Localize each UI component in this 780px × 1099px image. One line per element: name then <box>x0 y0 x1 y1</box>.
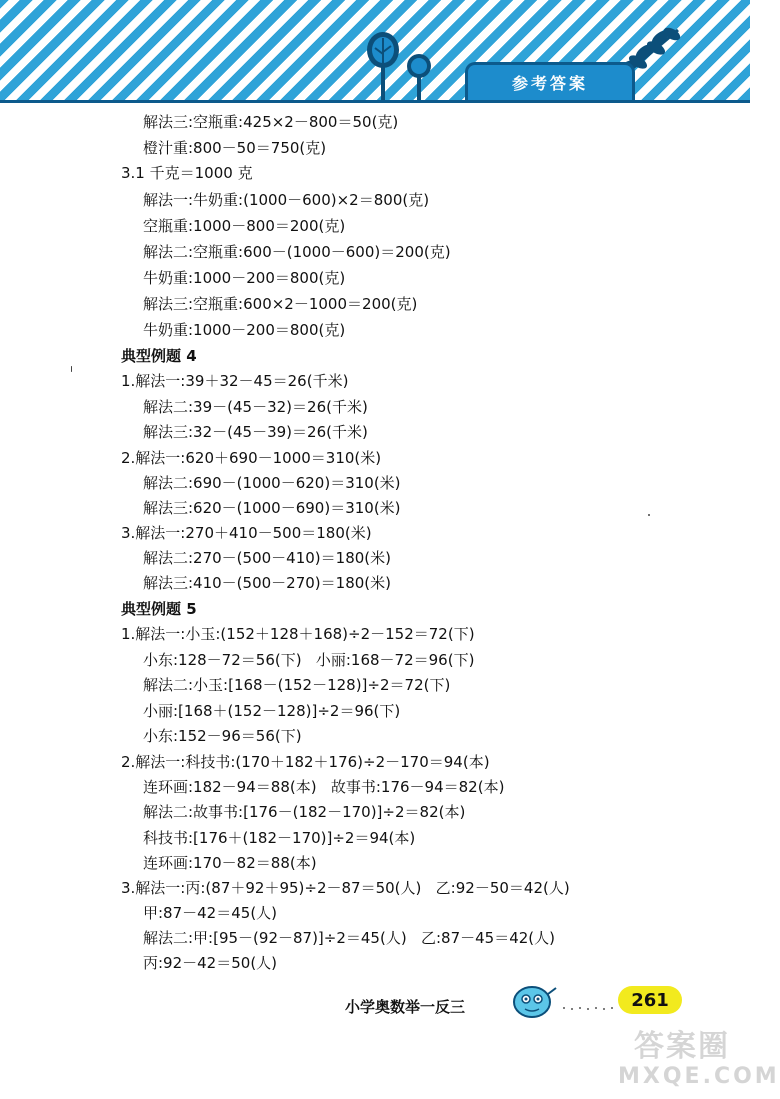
dotted-trail-icon <box>560 1003 620 1013</box>
answer-line: 1.解法一:小玉:(152＋128＋168)÷2－152＝72(下) <box>121 625 475 643</box>
answer-line: 连环画:182－94＝88(本) 故事书:176－94＝82(本) <box>143 778 505 796</box>
answer-line: 解法三:32－(45－39)＝26(千米) <box>143 423 368 441</box>
watermark <box>618 1029 780 1096</box>
answer-line: 小东:128－72＝56(下) 小丽:168－72＝96(下) <box>143 651 475 669</box>
section-heading: 典型例题 4 <box>121 347 197 365</box>
answer-line: 小东:152－96＝56(下) <box>143 727 302 745</box>
answer-line: 解法三:410－(500－270)＝180(米) <box>143 574 391 592</box>
answer-line: 解法一:牛奶重:(1000－600)×2＝800(克) <box>143 191 430 209</box>
answer-line: 空瓶重:1000－800＝200(克) <box>143 217 346 235</box>
stray-dot <box>648 514 650 516</box>
answer-line: 解法二:小玉:[168－(152－128)]÷2＝72(下) <box>143 676 451 694</box>
answer-line: 解法二:690－(1000－620)＝310(米) <box>143 474 401 492</box>
answer-line: 小丽:[168＋(152－128)]÷2＝96(下) <box>143 702 401 720</box>
answer-line: 解法二:甲:[95－(92－87)]÷2＝45(人) 乙:87－45＝42(人) <box>143 929 556 947</box>
answer-line: 解法二:故事书:[176－(182－170)]÷2＝82(本) <box>143 803 466 821</box>
answer-line: 3.1 千克＝1000 克 <box>121 164 253 182</box>
answer-line: 2.解法一:620＋690－1000＝310(米) <box>121 449 382 467</box>
answer-line: 解法二:270－(500－410)＝180(米) <box>143 549 391 567</box>
watermark-bottom: MXQE.COM <box>618 1064 780 1089</box>
answer-line: 连环画:170－82＝88(本) <box>143 854 317 872</box>
answer-line: 2.解法一:科技书:(170＋182＋176)÷2－170＝94(本) <box>121 753 490 771</box>
answer-section-tab: 参考答案 <box>465 62 635 100</box>
answer-line: 科技书:[176＋(182－170)]÷2＝94(本) <box>143 829 416 847</box>
book-title: 小学奥数举一反三 <box>345 998 466 1016</box>
answer-line: 橙汁重:800－50＝750(克) <box>143 139 327 157</box>
answer-line: 解法三:空瓶重:425×2－800＝50(克) <box>143 113 399 131</box>
stray-mark <box>71 366 72 372</box>
answer-line: 解法二:空瓶重:600－(1000－600)＝200(克) <box>143 243 451 261</box>
answer-line: 丙:92－42＝50(人) <box>143 954 278 972</box>
answer-line: 解法三:空瓶重:600×2－1000＝200(克) <box>143 295 418 313</box>
answer-line: 牛奶重:1000－200＝800(克) <box>143 269 346 287</box>
mascot-icon <box>510 980 558 1020</box>
answer-line: 解法三:620－(1000－690)＝310(米) <box>143 499 401 517</box>
tree-icon <box>355 30 445 100</box>
answer-line: 1.解法一:39＋32－45＝26(千米) <box>121 372 349 390</box>
answer-line: 3.解法一:丙:(87＋92＋95)÷2－87＝50(人) 乙:92－50＝42(人) <box>121 879 570 897</box>
page-number-badge: 261 <box>618 986 682 1014</box>
watermark-top: 答案圈 <box>634 1029 730 1064</box>
answer-line: 3.解法一:270＋410－500＝180(米) <box>121 524 372 542</box>
answer-line: 甲:87－42＝45(人) <box>143 904 278 922</box>
header-divider <box>0 100 750 103</box>
answer-line: 解法二:39－(45－32)＝26(千米) <box>143 398 368 416</box>
page-header-banner <box>0 0 750 100</box>
section-heading: 典型例题 5 <box>121 600 197 618</box>
answer-line: 牛奶重:1000－200＝800(克) <box>143 321 346 339</box>
